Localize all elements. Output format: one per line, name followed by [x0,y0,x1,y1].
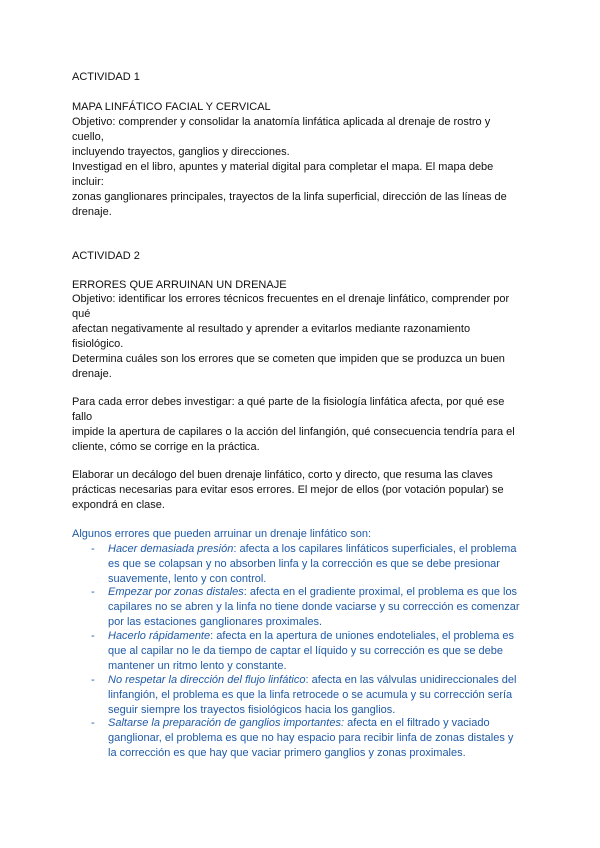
error-text: : afecta a los capilares linfáticos superficiales, el problema [233,543,517,555]
activity2-subheading: ERRORES QUE ARRUINAN UN DRENAJE [72,279,287,291]
activity2-para2-line: fallo [72,411,93,423]
activity1-text-line: Objetivo: comprender y consolidar la anatomía linfática aplicada al drenaje de rostro y [72,116,491,128]
list-dash: - [91,630,95,642]
activity1-text-line: drenaje. [72,206,112,218]
error-text: es que se colapsan y no absorben linfa y la corrección es que se debe presionar [108,558,500,570]
list-dash: - [91,717,95,729]
activity1-text-line: cuello, [72,131,104,143]
error-text: : afecta en la apertura de uniones endoteliales, el problema es [210,630,515,642]
activity2-para2-line: Para cada error debes investigar: a qué parte de la fisiología linfática afecta, por qué ese [72,396,505,408]
activity2-text-line: qué [72,308,91,320]
error-title: No respetar la dirección del flujo linfático [108,674,306,686]
activity2-text-line: Determina cuáles son los errores que se cometen que impiden que se produzca un buen [72,353,505,365]
activity1-text-line: incluir: [72,176,104,188]
list-dash: - [91,586,95,598]
activity1-subheading: MAPA LINFÁTICO FACIAL Y CERVICAL [72,101,271,113]
activity1-text-line: incluyendo trayectos, ganglios y direcciones. [72,146,290,158]
error-title: Empezar por zonas distales [108,586,244,598]
activity2-text-line: fisiológico. [72,338,124,350]
error-text: afecta en el filtrado y vaciado [344,717,490,729]
activity2-para2-line: impide la apertura de capilares o la acción del linfangión, qué consecuencia tendría para el [72,426,515,438]
error-title: Saltarse la preparación de ganglios importantes: [108,717,345,729]
error-text: ganglionar, el problema es que no hay espacio para recibir linfa de zonas distales y [108,732,514,744]
activity1-text-line: zonas ganglionares principales, trayectos de la linfa superficial, dirección de las líneas de [72,191,507,203]
errors-intro: Algunos errores que pueden arruinar un drenaje linfático son: [72,528,372,540]
activity2-para3-line: expondrá en clase. [72,499,165,511]
error-text: suavemente, lento y con control. [108,573,267,585]
activity2-para2-line: cliente, cómo se corrige en la práctica. [72,441,260,453]
activity2-para3-line: Elaborar un decálogo del buen drenaje linfático, corto y directo, que resuma las claves [72,469,493,481]
error-text: seguir siempre los trayectos fisiológicos hacia los ganglios. [108,704,396,716]
error-text: capilares no se abren y la linfa no tiene donde vaciarse y su corrección es comenzar [108,601,520,613]
error-text: : afecta en el gradiente proximal, el problema es que los [243,586,518,598]
activity2-heading: ACTIVIDAD 2 [72,250,140,262]
activity2-para3-line: prácticas necesarias para evitar esos errores. El mejor de ellos (por votación popular) se [72,484,504,496]
error-text: la corrección es que hay que vaciar primero ganglios y zonas proximales. [108,747,466,759]
activity2-text-line: afectan negativamente al resultado y aprender a evitarlos mediante razonamiento [72,323,471,335]
activity1-text-line: Investigad en el libro, apuntes y material digital para completar el mapa. El mapa debe [72,161,494,173]
error-text: que al capilar no le da tiempo de captar el líquido y su corrección es que se debe [108,645,504,657]
error-text: linfangión, el problema es que la linfa retrocede o se acumula y su corrección sería [108,689,513,701]
activity2-text-line: drenaje. [72,368,112,380]
list-dash: - [91,674,95,686]
error-title: Hacer demasiada presión [108,543,234,555]
error-text: : afecta en las válvulas unidireccionales del [305,674,517,686]
error-text: mantener un ritmo lento y constante. [108,660,287,672]
error-title: Hacerlo rápidamente [108,630,211,642]
activity1-heading: ACTIVIDAD 1 [72,71,140,83]
list-dash: - [91,543,95,555]
error-text: por las estaciones ganglionares proximales. [108,616,323,628]
activity2-text-line: Objetivo: identificar los errores técnicos frecuentes en el drenaje linfático, comprender por [72,293,510,305]
